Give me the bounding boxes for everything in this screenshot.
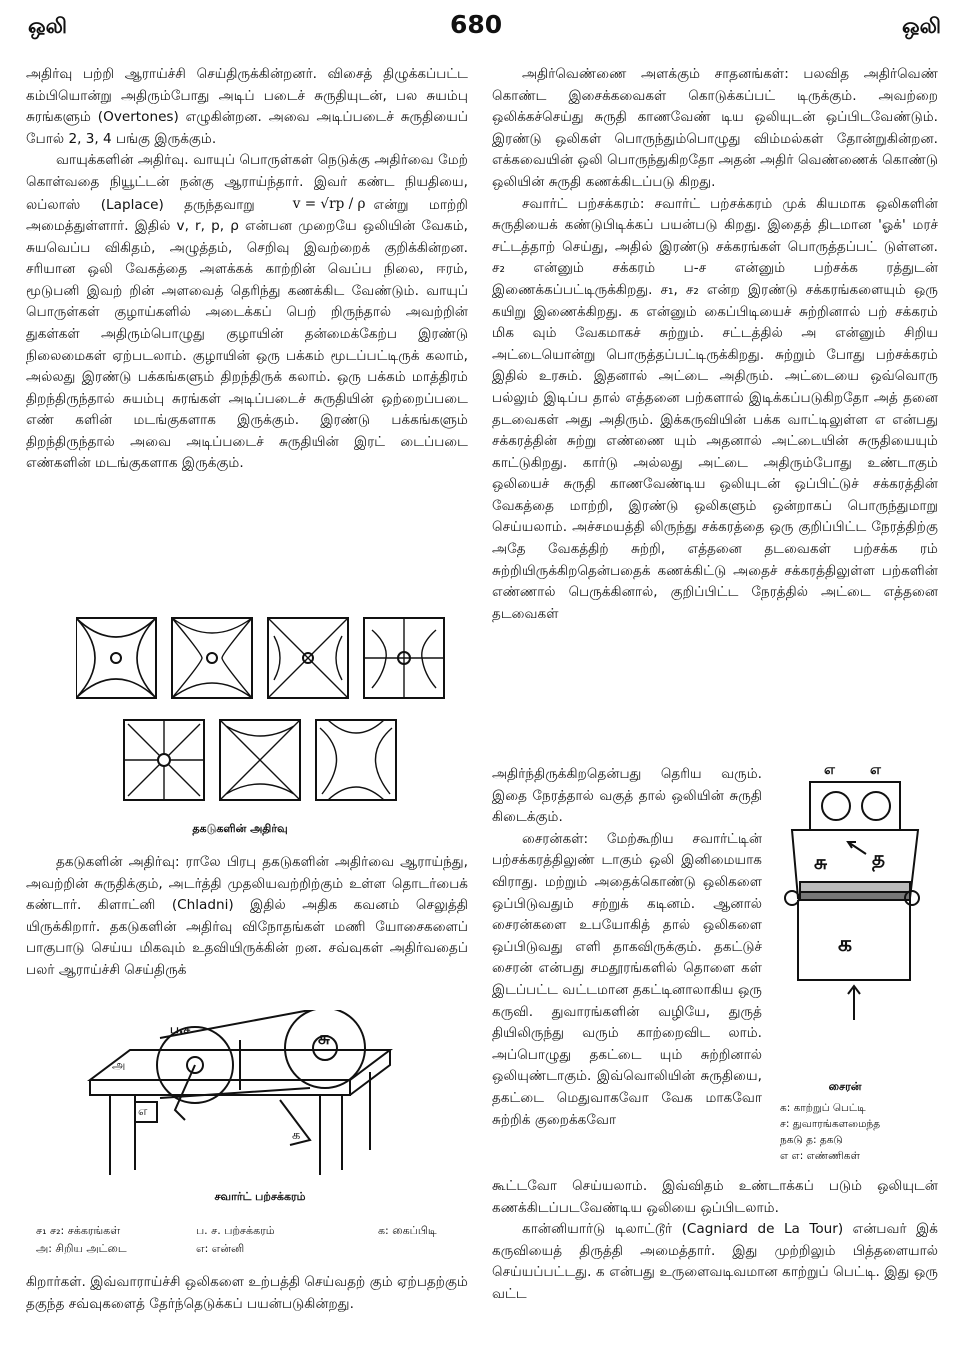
paragraph: சவார்ட் பற்சக்கரம்: சவார்ட் பற்சக்கரம் முக் கியமாக ஒலிகளின் சுருதியைக் கண்டுபிடிக்கப் பயன்படு கிறது. இதைத் திடமான 'ஓக்' மரச் சட்டத்தாற் செய்து, அதில் இரண்டு சக்கரங்கள் பொருத்தப்பட் டுள்ளன. ச₂ என்னும் சக்கரம் ப-ச என்னும் பற்சக்க ரத்துடன் இணைக்கப்பட்டிருக்கிறது. ச₁, ச₂ என்ற இரண்டு சக்கரங்களையும் ஒரு கயிறு இணைக்கிறது. க என்னும் கைப்பிடியைச் சுற்றினால் பற் சக்கரம் மிக வும் வேகமாகச் சுற்றும். சட்டத்தில் அ என்னும் சிறிய அட்டையொன்று பொருத்தப்பட்டிருக்கிறது. சுற்றும் போது பற்சக்கரம் இதில் உரசும். இதனால் அட்டை அதிரும். அட்டையை ஒவ்வொரு பல்லும் இடிப்ப தால் எத்தனை பற்களால் இடிக்கப்படுகிறதோ அத் தனை தடவைகள் அது அதிரும். இக்கருவியின் பக்க வாட்டிலுள்ள எ என்பது சக்கரத்தின் சுற்று எண்ணை யும் அதனால் அட்டையின் சுருதியையும் காட்டுகிறது. கார்டு அல்லது அட்டை அதிரும்போது உண்டாகும் ஒலியைச் சுருதி காணவேண்டிய ஒலியுடன் ஒப்பிட்டுச் சக்கரத்தின் வேகத்தை மாற்றி, இரண்டு ஒலிகளும் ஒன்றாகப் பொருந்துமாறு செய்யலாம். அச்சமயத்தி லிருந்து சக்கரத்தை ஒரு குறிப்பிட்ட நேரத்திற்கு அதே வேகத்திற் சுற்றி, எத்தனை தடவைகள் பற்சக்க ரம் சுற்றியிருக்கிறதென்பதைக் கணக்கிட்டு அதைச் சக்கரத்திலுள்ள பற்களின் எண்ணால் பெருக்கினால், குறிப்பிட்ட நேரத்தில் அட்டை எத்தனை தடவைகள்	[492, 195, 938, 622]
chladni-plates-figure	[76, 616, 446, 806]
paragraph: கூட்டவோ செய்யலாம். இவ்விதம் உண்டாக்கப் படும் ஒலியுடன் கணக்கிடப்படவேண்டிய ஒலியை ஒப்பிடலாம்.	[492, 1178, 938, 1216]
label-s: சு	[318, 1028, 330, 1049]
siren-legend	[780, 1100, 880, 1164]
paragraph-text: என்று மாற்றி அமைத்துள்ளார். இதில் v, r, p, ρ என்பன முறையே ஒலியின் வேகம், சுயவெப்ப விகிதம், அழுத்தம், செறிவு இவற்றைக் குறிக்கின்றன. சரியான ஒலி வேகத்தை அளக்கக் காற்றின் வெப்ப நிலை, ஈரம், மூடுபனி இவற் றின் அளவைத் தெரிந்து கணக்கிட வேண்டும். வாயுப் பொருள்கள் குழாய்களில் அடைக்கப் பெற் றிருந்தால் அவற்றின் துகள்கள் அதிரும்பொழுது குழாயின் தன்மைக்கேற்ப இரண்டு நிலைமைகள் ஏற்படலாம். குழாயின் ஒரு பக்கம் மூடப்பட்டிருக் கலாம், அல்லது இரண்டு பக்கங்களும் திறந்திருக் கலாம். ஒரு பக்கம் மாத்திரம் திறந்திருந்தால் சுயம்பு சுரங்கள் அடிப்படைச் சுருதியின் ஒற்றைப்படை எண் களின் மடங்குகளாக இருக்கும். இரண்டு பக்கங்களும் திறந்திருந்தால் அவை அடிப்படைச் சுருதியின் இரட் டைப்படை எண்களின் மடங்குகளாக இருக்கும்.	[26, 196, 468, 472]
siren-legend-item: நகடு த: தகடு	[780, 1134, 843, 1146]
running-head-left: ஒலி	[28, 14, 67, 38]
label-e2: எ	[870, 762, 881, 778]
label-ps: ப.ச	[170, 1022, 191, 1036]
laplace-formula: v = √rp / ρ	[292, 195, 366, 212]
siren-legend-item: ச: துவாரங்களமைந்த	[780, 1118, 881, 1130]
label-k: க	[838, 932, 853, 957]
label-e1: எ	[824, 762, 835, 778]
left-column-end	[26, 1272, 468, 1315]
figure-caption: சவார்ட் பற்சக்கரம்	[214, 1190, 306, 1203]
right-column-end	[492, 1176, 938, 1306]
left-column-lower	[26, 852, 468, 982]
right-column-narrow	[492, 764, 762, 1131]
label-a: அ	[112, 1058, 126, 1072]
paragraph	[26, 150, 468, 475]
label-e: எ	[138, 1104, 148, 1118]
figure-legend-5: எ: என்னி	[196, 1242, 245, 1255]
label-s: சு	[814, 850, 828, 874]
running-head-right: ஒலி	[902, 14, 941, 38]
siren-legend-item: எ எ: எண்ணிகள்	[780, 1150, 860, 1162]
page-number: 680	[450, 10, 503, 39]
figure-legend-3: க: கைப்பிடி	[378, 1224, 437, 1237]
siren-caption: சைரன்	[828, 1080, 862, 1093]
siren-figure	[778, 762, 928, 1022]
figure-legend-1: ச₁ ச₂: சக்கரங்கள்	[36, 1224, 121, 1237]
paragraph: கான்னியார்டு டிலாட்டூர் (Cagniard de La Tour) என்பவர் இக் கருவியைத் திருத்தி அமைத்தார். இது முற்றிலும் பித்தளையால் செய்யப்பட்டது. க என்பது உருளைவடிவமான காற்றுப் பெட்டி. இது ஒரு வட்ட	[492, 1221, 938, 1302]
figure-legend-4: அ: சிறிய அட்டை	[36, 1242, 127, 1255]
siren-legend-item: க: காற்றுப் பெட்டி	[780, 1102, 866, 1114]
label-k: க	[292, 1128, 301, 1143]
paragraph: கிறார்கள். இவ்வாராய்ச்சி ஒலிகளை உற்பத்தி செய்வதற் கும் ஏற்பதற்கும் தகுந்த சவ்வுகளைத் தேர்ந்தெடுக்கப் பயன்படுகின்றது.	[26, 1274, 468, 1312]
savart-wheel-figure	[80, 1010, 410, 1180]
figure-legend-2: ப. ச. பற்சக்கரம்	[196, 1224, 275, 1237]
paragraph: அதிர்வெண்ணை அளக்கும் சாதனங்கள்: பலவித அதிர்வெண் கொண்ட இசைக்கவைகள் கொடுக்கப்பட் டிருக்கும். அவற்றை ஒலிக்கச்செய்து சுருதி காணவேண் டிய ஒலியுடன் ஒப்பிடவேண்டும். இரண்டு ஒலிகள் பொருந்தும்பொழுது விம்மல்கள் தோன்றுகின்றன. எக்கவையின் ஒலி பொருந்துகிறதோ அதன் அதிர் வெண்ணைக் கொண்டு ஒலியின் சுருதி கணக்கிடப்படு கிறது.	[492, 66, 938, 190]
label-t: த	[872, 846, 886, 870]
figure-caption: தகடுகளின் அதிர்வு	[192, 822, 288, 835]
paragraph: அதிர்ந்திருக்கிறதென்பது தெரிய வரும். இதை நேரத்தால் வகுத் தால் ஒலியின் சுருதி கிடைக்கும்.	[492, 766, 762, 826]
paragraph: தகடுகளின் அதிர்வு: ராலே பிரபு தகடுகளின் அதிர்வை ஆராய்ந்து, அவற்றின் சுருதிக்கும், அடர்த்தி முதலியவற்றிற்கும் உள்ள தொடர்பைக் கண்டார். கிளாட்னி (Chladni) இதில் அதிக கவனம் செலுத்தி யிருக்கிறார். தகடுகளின் அதிர்வு விநோதங்கள் மணி யோசைகளைப் பாகுபாடு செய்ய மிகவும் உதவியிருக்கின் றன. சவ்வுகள் அதிர்வதைப் பலர் ஆராய்ச்சி செய்திருக்	[26, 854, 468, 978]
paragraph: சைரன்கள்: மேற்கூறிய சவார்ட்டின் பற்சக்கரத்திலுண் டாகும் ஒலி இனிமையாக விராது. மற்றும் அதைக்கொண்டு ஒலிகளை ஒப்பிடுவதும் சற்றுக் கடினம். ஆனால் சைரன்களை உபயோகித் தால் ஒலிகளை ஒப்பிடுவது எளி தாகவிருக்கும். தகட்டுச் சைரன் என்பது சமதூரங்களில் தொளை கள் இடப்பட்ட வட்டமான தகட்டினாலாகிய ஒரு கருவி. துவாரங்களின் வழியே, துருத் தியிலிருந்து வரும் காற்றைவிட லாம். அப்பொழுது தகட்டை யும் சுற்றினால் ஒலியுண்டாகும். இவ்வொலியின் சுருதியை, தகட்டை மெதுவாகவோ வேக மாகவோ சுற்றிக் குறைக்கவோ	[492, 830, 762, 1128]
paragraph-text: வாயுக்களின் அதிர்வு. வாயுப் பொருள்கள் நெடுக்கு அதிர்வை மேற் கொள்வதை நியூட்டன் நன்கு ஆராய்ந்தார். இவர் கண்ட நியதியை, லப்லாஸ் (Laplace) தருந்தவாறு	[26, 152, 468, 213]
paragraph: அதிர்வு பற்றி ஆராய்ச்சி செய்திருக்கின்றனர். விசைத் திழுக்கப்பட்ட கம்பியொன்று அதிரும்போது அடிப் படைச் சுருதியுடன், பல சுயம்பு சுரங்களும் (Overtones) எழுகின்றன. அவை அடிப்படைச் சுருதியைப் போல் 2, 3, 4 பங்கு இருக்கும்.	[26, 66, 468, 147]
left-column	[26, 64, 468, 475]
right-column	[492, 64, 938, 625]
